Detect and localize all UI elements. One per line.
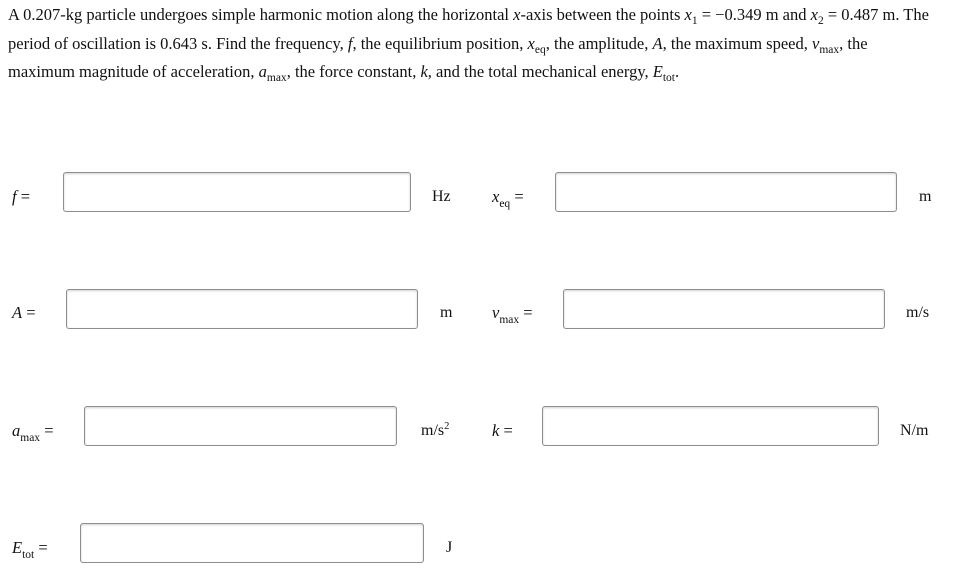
var-xeq: x (527, 33, 535, 53)
var-Etot-subscript: tot (662, 72, 675, 84)
unit-amax (421, 421, 449, 443)
var-amax: a (258, 62, 267, 81)
label-sub: max (20, 432, 41, 444)
label-amax (12, 421, 54, 443)
var-x1: x (684, 5, 692, 24)
problem-text: , the force constant, (286, 62, 421, 81)
unit-text: m (440, 304, 453, 321)
unit-vmax (906, 303, 929, 323)
unit-text: m/s (906, 304, 930, 321)
unit-k (900, 421, 928, 441)
label-var: E (12, 538, 23, 557)
label-eq: = (510, 187, 524, 206)
label-var: a (12, 421, 21, 440)
label-var: A (12, 303, 23, 322)
unit-text: Hz (432, 188, 451, 205)
var-x2-subscript: 2 (817, 15, 824, 27)
problem-text: -axis between the points (520, 5, 685, 24)
problem-text: = −0.349 m and (697, 5, 811, 24)
var-k: k (420, 62, 428, 81)
label-Etot (12, 538, 48, 560)
label-eq: = (22, 303, 36, 322)
amplitude-input[interactable] (66, 289, 418, 329)
k-input[interactable] (542, 406, 879, 446)
unit-text: N/m (900, 422, 929, 439)
unit-text: m/s (421, 422, 445, 439)
label-vmax (492, 303, 533, 325)
label-var: v (492, 303, 500, 322)
unit-A (440, 303, 452, 323)
unit-superscript: 2 (444, 421, 450, 432)
unit-text: J (446, 539, 453, 556)
problem-text: , the maximum speed, (662, 33, 812, 53)
label-var: f (12, 187, 17, 206)
unit-xeq (919, 187, 931, 207)
problem-text: , the maximum magnitude of acceleration, (8, 33, 868, 81)
unit-f (432, 187, 451, 207)
label-sub: tot (22, 549, 35, 561)
problem-statement (8, 2, 938, 88)
label-sub: eq (499, 198, 511, 210)
xeq-input[interactable] (555, 172, 897, 212)
var-f: f (347, 33, 353, 53)
label-eq: = (34, 538, 48, 557)
label-eq: = (519, 303, 533, 322)
label-eq: = (499, 421, 513, 440)
vmax-input[interactable] (563, 289, 885, 329)
amax-input[interactable] (84, 406, 397, 446)
label-k (492, 421, 513, 441)
problem-text: , the amplitude, (545, 33, 653, 53)
var-amax-subscript: max (266, 72, 287, 84)
var-x: x (513, 5, 521, 24)
unit-Etot (446, 538, 452, 558)
Etot-input[interactable] (80, 523, 424, 563)
problem-text: , and the total mechanical energy, (427, 62, 653, 81)
problem-text: A 0.207-kg particle undergoes simple harmonic motion along the horizontal (8, 5, 514, 24)
label-var: x (492, 187, 500, 206)
var-Etot: E (652, 62, 663, 81)
label-sub: max (499, 314, 520, 326)
var-x2: x (810, 5, 818, 24)
var-vmax: v (812, 33, 820, 53)
problem-text: = 0.487 m. The period of oscillation is 0.643 s. Find the frequency, (8, 5, 929, 53)
label-eq: = (16, 187, 31, 206)
label-A (12, 303, 36, 323)
f-input[interactable] (63, 172, 411, 212)
label-f (12, 187, 30, 207)
problem-text: , the equilibrium position, (352, 33, 528, 53)
label-eq: = (40, 421, 54, 440)
unit-text: m (919, 188, 932, 205)
label-var: k (492, 421, 500, 440)
var-A: A (652, 33, 663, 53)
var-x1-subscript: 1 (691, 15, 698, 27)
var-vmax-subscript: max (819, 43, 840, 56)
problem-text: . (674, 62, 680, 81)
label-xeq (492, 187, 524, 209)
var-xeq-subscript: eq (534, 43, 546, 56)
